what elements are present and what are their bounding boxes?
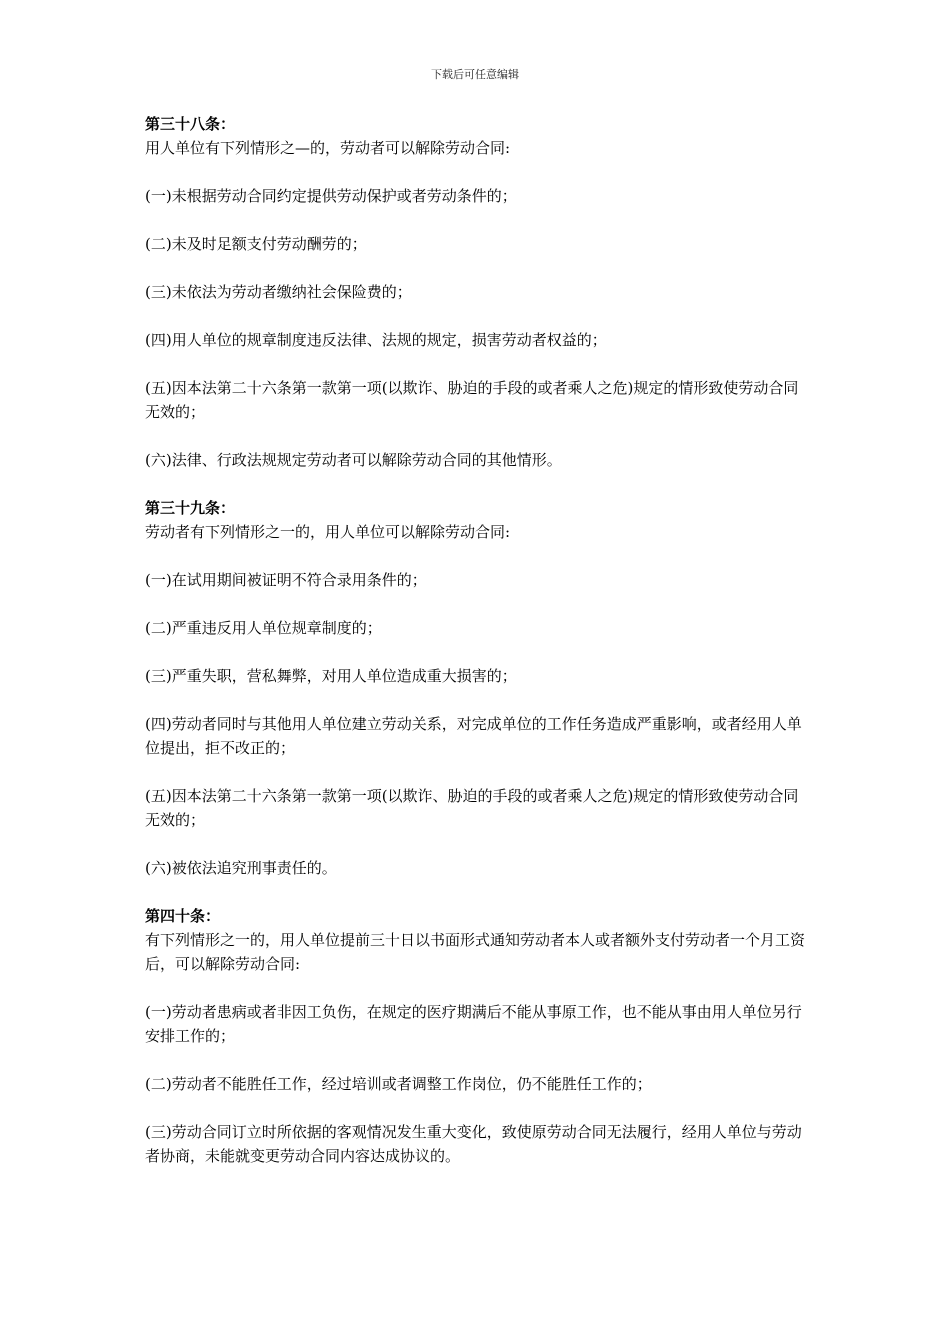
- article-item: (一)未根据劳动合同约定提供劳动保护或者劳动条件的；: [145, 187, 517, 205]
- article-item: (四)用人单位的规章制度违反法律、法规的规定，损害劳动者权益的；: [145, 331, 607, 349]
- article-item: (五)因本法第二十六条第一款第一项(以欺诈、胁迫的手段的或者乘人之危)规定的情形致使劳动合同无效的；: [145, 787, 799, 829]
- article-intro: 用人单位有下列情形之—的，劳动者可以解除劳动合同:: [145, 139, 511, 157]
- article-item: (三)劳动合同订立时所依据的客观情况发生重大变化，致使原劳动合同无法履行，经用人单位与劳动者协商，未能就变更劳动合同内容达成协议的。: [145, 1123, 802, 1165]
- article-title: 第四十条：: [145, 907, 221, 925]
- article-38: [145, 112, 810, 472]
- article-item: (三)未依法为劳动者缴纳社会保险费的；: [145, 283, 412, 301]
- page-header: 下载后可任意编辑: [431, 68, 519, 81]
- article-item: (二)未及时足额支付劳动酬劳的；: [145, 235, 367, 253]
- article-item: (三)严重失职，营私舞弊，对用人单位造成重大损害的；: [145, 667, 517, 685]
- article-intro: 劳动者有下列情形之一的，用人单位可以解除劳动合同:: [145, 523, 511, 541]
- article-item: (六)法律、行政法规规定劳动者可以解除劳动合同的其他情形。: [145, 451, 562, 469]
- article-items: [145, 184, 810, 472]
- article-item: (一)劳动者患病或者非因工负伤，在规定的医疗期满后不能从事原工作，也不能从事由用人单位另行安排工作的；: [145, 1003, 802, 1045]
- article-item: (二)严重违反用人单位规章制度的；: [145, 619, 382, 637]
- article-40: [145, 904, 810, 1168]
- article-item: (六)被依法追究刑事责任的。: [145, 859, 337, 877]
- article-39: [145, 496, 810, 880]
- article-item: (五)因本法第二十六条第一款第一项(以欺诈、胁迫的手段的或者乘人之危)规定的情形致使劳动合同无效的；: [145, 379, 799, 421]
- document-body: [145, 112, 810, 1192]
- article-item: (四)劳动者同时与其他用人单位建立劳动关系，对完成单位的工作任务造成严重影响，或者经用人单位提出，拒不改正的；: [145, 715, 802, 757]
- article-item: (一)在试用期间被证明不符合录用条件的；: [145, 571, 427, 589]
- article-intro: 有下列情形之一的，用人单位提前三十日以书面形式通知劳动者本人或者额外支付劳动者一个月工资后，可以解除劳动合同:: [145, 931, 806, 973]
- article-items: [145, 568, 810, 880]
- article-title: 第三十九条：: [145, 499, 236, 517]
- article-title: 第三十八条：: [145, 115, 236, 133]
- article-items: [145, 1000, 810, 1168]
- article-item: (二)劳动者不能胜任工作，经过培训或者调整工作岗位，仍不能胜任工作的；: [145, 1075, 652, 1093]
